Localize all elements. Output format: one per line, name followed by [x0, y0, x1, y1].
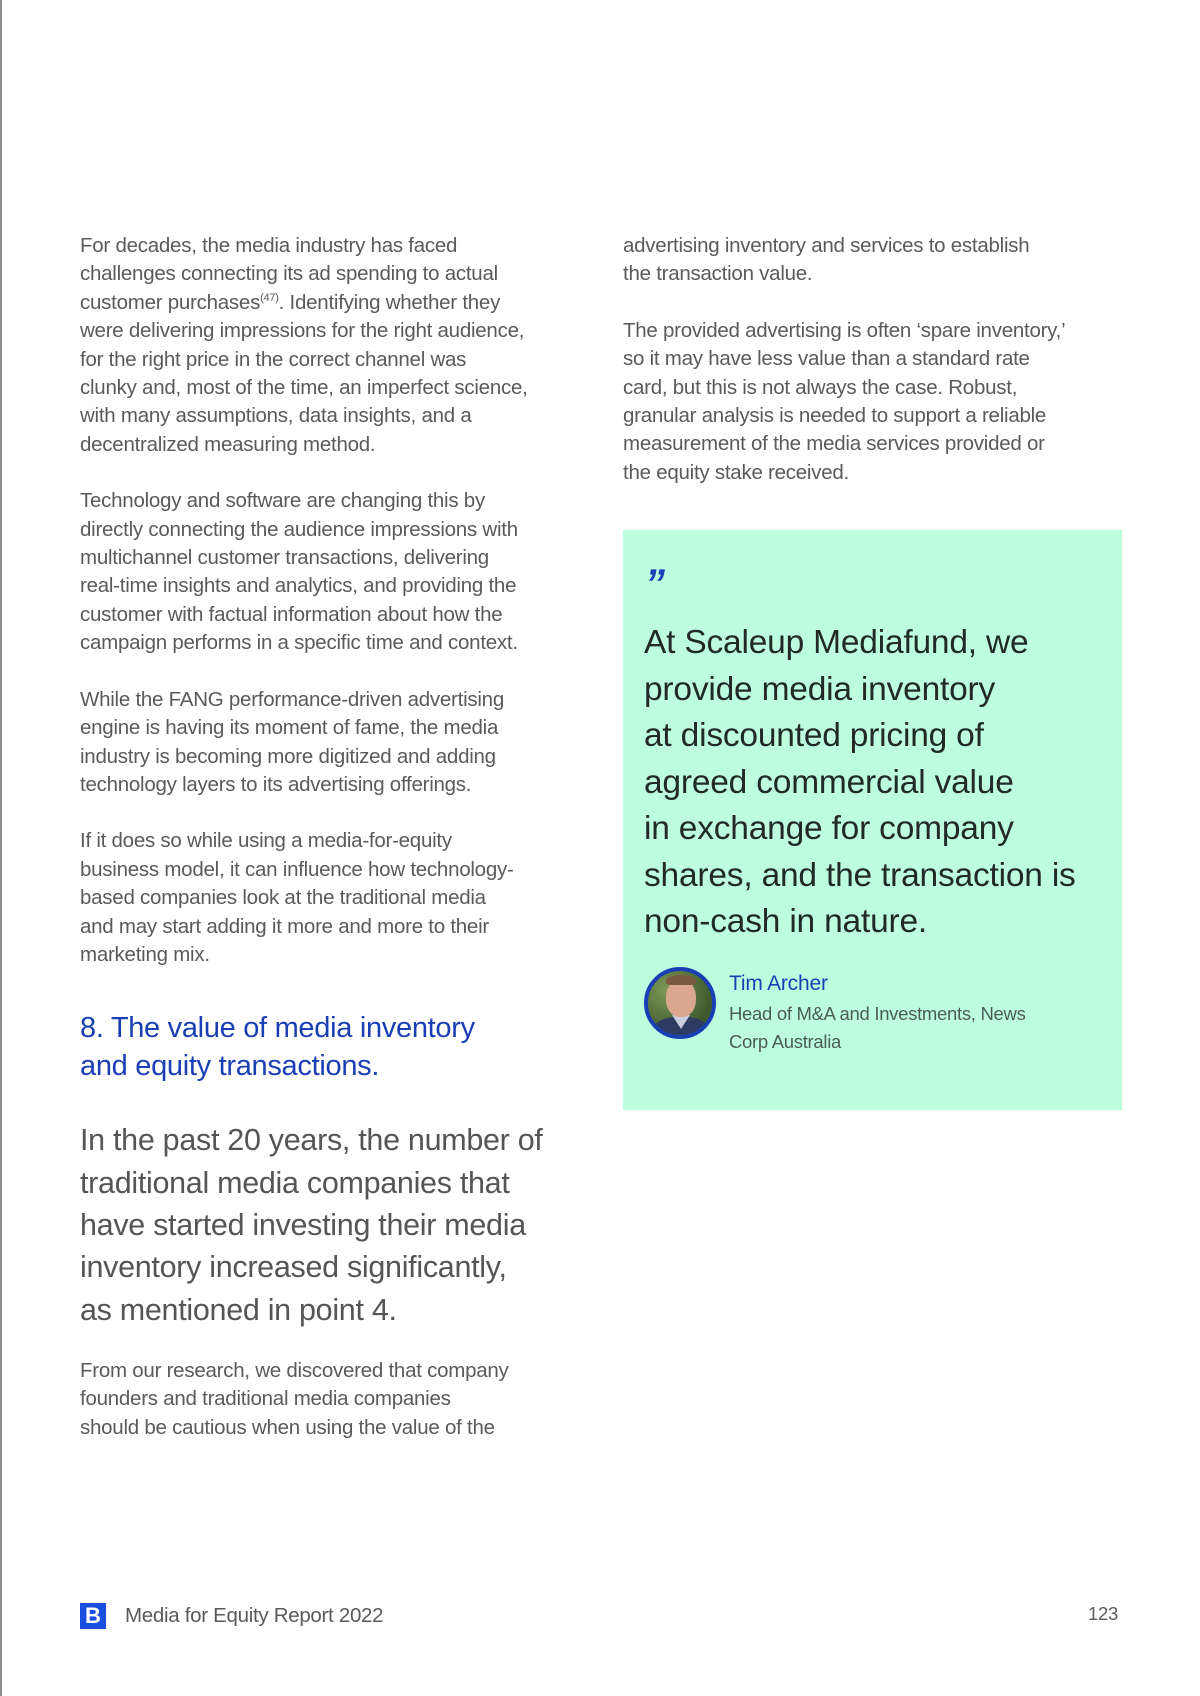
page-number: 123	[1088, 1603, 1118, 1624]
author-name: Tim Archer	[729, 972, 828, 995]
author-role: Head of M&A and Investments, News Corp Australia	[729, 1003, 1026, 1052]
pull-quote-box	[623, 530, 1122, 1110]
paragraph-text: . Identifying whether they were delivering impressions for the right audience, for the right price in the correct channel was clunky and, most of the time, an imperfect science, with many assumptions, data insights, and a decentralized measuring method.	[80, 290, 528, 456]
paragraph-transaction-value: advertising inventory and services to establish the transaction value.	[623, 234, 1030, 286]
avatar	[644, 967, 716, 1039]
paragraph-research: From our research, we discovered that company founders and traditional media companies should be cautious when using the value of the	[80, 1358, 509, 1439]
left-column	[80, 232, 560, 1470]
paragraph-media-for-equity: If it does so while using a media-for-equity business model, it can influence how technology- based companies look at the traditional media and may start adding it more and more to their marketing mix.	[80, 829, 514, 966]
brand-logo-icon: B	[80, 1603, 106, 1629]
paragraph-spare-inventory: The provided advertising is often ‘spare inventory,’ so it may have less value than a standard rate card, but this is not always the case. Robust, granular analysis is needed to support a reliable measurement of the media services provided or the equity stake received.	[623, 318, 1066, 484]
quote-author	[644, 967, 1104, 1052]
page-edge	[0, 0, 2, 1696]
footnote-reference[interactable]: (47)	[260, 291, 279, 304]
paragraph-technology: Technology and software are changing this by directly connecting the audience impressions with multichannel customer transactions, delivering real-time insights and analytics, and providing the customer with factual information about how the campaign performs in a specific time and context.	[80, 489, 518, 655]
paragraph-text: For decades, the media industry has faced challenges connecting its ad spending to actual customer purchases	[80, 234, 498, 314]
quote-mark-icon: ”	[645, 562, 661, 606]
footer-report-title: Media for Equity Report 2022	[125, 1604, 384, 1627]
paragraph-fang: While the FANG performance-driven advertising engine is having its moment of fame, the media industry is becoming more digitized and adding technology layers to its advertising offerings.	[80, 687, 504, 796]
lead-paragraph: In the past 20 years, the number of traditional media companies that have started investing their media inventory increased significantly, as mentioned in point 4.	[80, 1123, 543, 1327]
right-column	[623, 232, 1103, 515]
quote-text: At Scaleup Mediafund, we provide media inventory at discounted pricing of agreed commercial value in exchange for company shares, and the transaction is non-cash in nature.	[644, 624, 1076, 940]
section-heading: 8. The value of media inventory and equity transactions.	[80, 1012, 475, 1083]
paragraph-media-industry	[80, 232, 560, 459]
